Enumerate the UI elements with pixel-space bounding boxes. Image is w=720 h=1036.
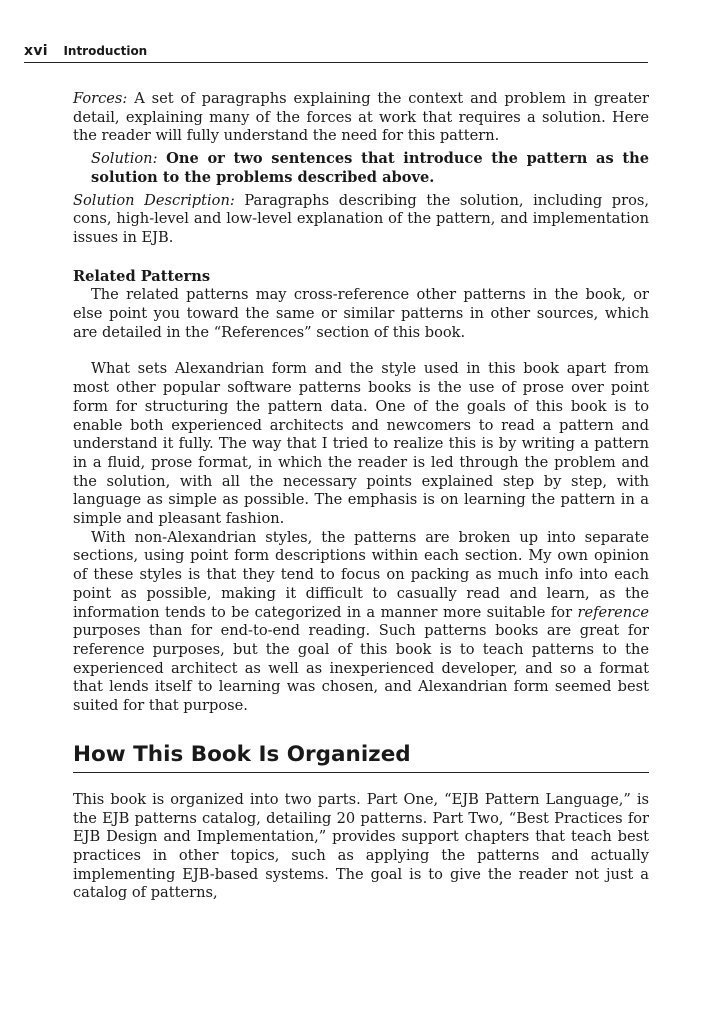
solution-description-paragraph (73, 192, 649, 248)
forces-label: Forces: (73, 90, 128, 107)
reference-emphasis: reference (577, 603, 649, 621)
page-body (73, 90, 649, 903)
forces-text: A set of paragraphs explaining the context and problem in greater detail, explaining many of the forces at work that requires a solution. Here the reader will fully understand the need for this pattern. (73, 90, 649, 145)
non-alexandrian-text-start: With non-Alexandrian styles, the patterns are broken up into separate sections, using point form descriptions within each section. My own opinion of these styles is that they tend to focus on packing as much info into each point as possible, making it difficult to casually read and learn, as the information tends to be categorized in a manner more suitable for (73, 528, 649, 621)
non-alexandrian-text-end: purposes than for end-to-end reading. Such patterns books are great for reference purposes, but the goal of this book is to teach patterns to the experienced architect as well as inexperienced developer, and so a format that lends itself to learning was chosen, and Alexandrian form seemed best suited for that purpose. (73, 622, 649, 715)
running-head (24, 40, 648, 63)
solution-label: Solution: (91, 150, 158, 168)
solution-description-text: Paragraphs describing the solution, including pros, cons, high-level and low-level explanation of the pattern, and implementation issues in EJB. (73, 191, 650, 246)
non-alexandrian-paragraph (73, 529, 649, 716)
solution-paragraph (73, 150, 649, 187)
alexandrian-form-paragraph: What sets Alexandrian form and the style used in this book apart from most other popular software patterns books is the use of prose over point form for structuring the pattern data. One of the goals of this book is to enable both experienced architects and newcomers to read a pattern and understand it fully. The way that I tried to realize this is by writing a pattern in a fluid, prose format, in which the reader is led through the problem and the solution, with all the necessary points explained step by step, with language as simple as possible. The emphasis is on learning the pattern in a simple and pleasant fashion. (73, 360, 649, 528)
related-patterns-paragraph: The related patterns may cross-reference other patterns in the book, or else point you toward the same or similar patterns in other sources, which are detailed in the “References” section of this book. (73, 286, 649, 341)
page-number: xvi (24, 43, 48, 59)
solution-text: One or two sentences that introduce the pattern as the solution to the problems described above. (91, 150, 649, 186)
related-patterns-heading: Related Patterns (73, 267, 211, 285)
forces-paragraph (73, 90, 649, 146)
section-heading: How This Book Is Organized (73, 741, 649, 773)
solution-description-label: Solution Description: (73, 191, 235, 209)
running-head-title: Introduction (63, 44, 148, 58)
book-organization-paragraph: This book is organized into two parts. Part One, “EJB Pattern Language,” is the EJB patterns catalog, detailing 20 patterns. Part Two, “Best Practices for EJB Design and Implementation,” provides support chapters that teach best practices in other topics, such as applying the patterns and actually implementing EJB-based systems. The goal is to give the reader not just a catalog of patterns, (73, 790, 649, 902)
